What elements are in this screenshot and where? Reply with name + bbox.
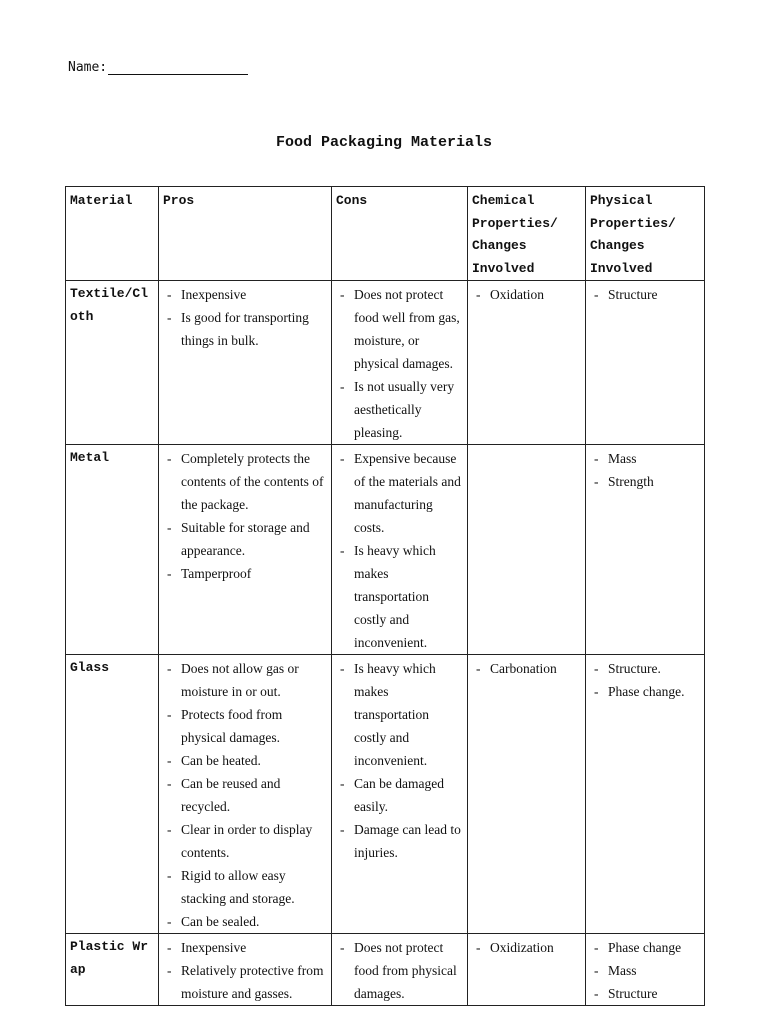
- list-item: - Tamperproof: [163, 562, 326, 585]
- list-item: - Is heavy which makes transportation costly and inconvenient.: [336, 657, 462, 772]
- list-item: - Inexpensive: [163, 936, 326, 959]
- table-row: [66, 445, 705, 655]
- pros-cell: [159, 934, 332, 1006]
- table-row: [66, 655, 705, 934]
- physical-list: [590, 447, 699, 493]
- pros-list: [163, 283, 326, 352]
- list-item: - Strength: [590, 470, 699, 493]
- cons-cell: [332, 445, 468, 655]
- list-item: - Expensive because of the materials and manufacturing costs.: [336, 447, 462, 539]
- header-pros: Pros: [159, 187, 332, 281]
- chemical-cell: [468, 445, 586, 655]
- cons-list: [336, 283, 462, 444]
- list-item: - Completely protects the contents of the contents of the package.: [163, 447, 326, 516]
- physical-cell: [586, 281, 705, 445]
- list-item: - Can be sealed.: [163, 910, 326, 933]
- name-field: [68, 60, 248, 75]
- chemical-cell: [468, 281, 586, 445]
- list-item: - Relatively protective from moisture and gasses.: [163, 959, 326, 1005]
- list-item: - Protects food from physical damages.: [163, 703, 326, 749]
- list-item: - Mass: [590, 959, 699, 982]
- material-cell: Glass: [66, 655, 159, 934]
- header-material: Material: [66, 187, 159, 281]
- chemical-list: [472, 657, 580, 680]
- name-label: Name:: [68, 60, 108, 75]
- list-item: - Carbonation: [472, 657, 580, 680]
- physical-cell: [586, 934, 705, 1006]
- table-header-row: [66, 187, 705, 281]
- table-row: [66, 281, 705, 445]
- cons-list: [336, 657, 462, 864]
- list-item: - Is good for transporting things in bulk.: [163, 306, 326, 352]
- list-item: - Is heavy which makes transportation costly and inconvenient.: [336, 539, 462, 654]
- list-item: - Structure.: [590, 657, 699, 680]
- chemical-cell: [468, 934, 586, 1006]
- header-cons: Cons: [332, 187, 468, 281]
- list-item: - Suitable for storage and appearance.: [163, 516, 326, 562]
- pros-cell: [159, 445, 332, 655]
- list-item: - Is not usually very aesthetically pleasing.: [336, 375, 462, 444]
- header-chemical: Chemical Properties/ Changes Involved: [468, 187, 586, 281]
- cons-cell: [332, 281, 468, 445]
- page-title: Food Packaging Materials: [275, 134, 493, 151]
- material-cell: Textile/Cloth: [66, 281, 159, 445]
- material-cell: Plastic Wrap: [66, 934, 159, 1006]
- name-underline[interactable]: [108, 62, 248, 75]
- physical-cell: [586, 655, 705, 934]
- list-item: - Can be damaged easily.: [336, 772, 462, 818]
- cons-list: [336, 447, 462, 654]
- list-item: - Clear in order to display contents.: [163, 818, 326, 864]
- pros-list: [163, 936, 326, 1005]
- list-item: - Can be heated.: [163, 749, 326, 772]
- list-item: - Does not allow gas or moisture in or out.: [163, 657, 326, 703]
- list-item: - Rigid to allow easy stacking and storage.: [163, 864, 326, 910]
- header-physical: Physical Properties/ Changes Involved: [586, 187, 705, 281]
- list-item: - Phase change: [590, 936, 699, 959]
- list-item: - Damage can lead to injuries.: [336, 818, 462, 864]
- physical-list: [590, 283, 699, 306]
- pros-list: [163, 657, 326, 933]
- chemical-list: [472, 936, 580, 959]
- cons-cell: [332, 655, 468, 934]
- list-item: - Does not protect food well from gas, moisture, or physical damages.: [336, 283, 462, 375]
- list-item: - Oxidation: [472, 283, 580, 306]
- list-item: - Oxidization: [472, 936, 580, 959]
- cons-cell: [332, 934, 468, 1006]
- list-item: - Can be reused and recycled.: [163, 772, 326, 818]
- physical-list: [590, 657, 699, 703]
- pros-cell: [159, 281, 332, 445]
- chemical-list: [472, 283, 580, 306]
- physical-cell: [586, 445, 705, 655]
- list-item: - Inexpensive: [163, 283, 326, 306]
- materials-table: [65, 186, 705, 1006]
- pros-cell: [159, 655, 332, 934]
- physical-list: [590, 936, 699, 1005]
- list-item: - Structure: [590, 283, 699, 306]
- list-item: - Phase change.: [590, 680, 699, 703]
- pros-list: [163, 447, 326, 585]
- list-item: - Does not protect food from physical damages.: [336, 936, 462, 1005]
- list-item: - Mass: [590, 447, 699, 470]
- material-cell: Metal: [66, 445, 159, 655]
- chemical-cell: [468, 655, 586, 934]
- list-item: - Structure: [590, 982, 699, 1005]
- cons-list: [336, 936, 462, 1005]
- table-row: [66, 934, 705, 1006]
